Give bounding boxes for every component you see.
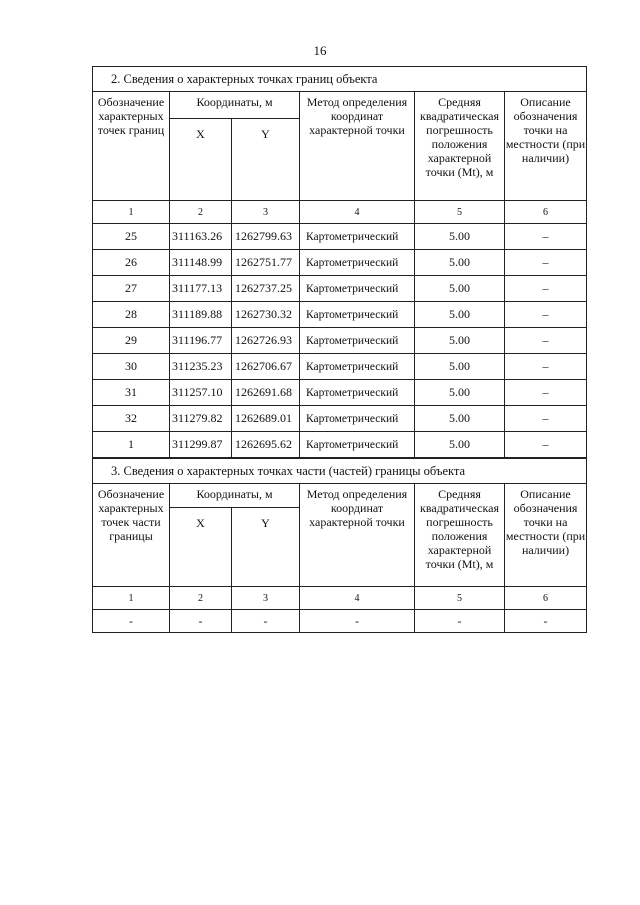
header-x: X (170, 508, 232, 587)
column-number: 2 (170, 201, 232, 224)
y-cell: 1262751.77 (232, 250, 300, 276)
method-cell: Картометрический (300, 276, 415, 302)
method-cell: Картометрический (300, 224, 415, 250)
x-cell: 311235.23 (170, 354, 232, 380)
column-number: 6 (505, 587, 587, 610)
description-cell: – (505, 432, 587, 458)
header-point: Обозначение характерных точек части границы (93, 484, 170, 587)
point-cell: - (93, 610, 170, 633)
description-cell: – (505, 328, 587, 354)
header-x: X (170, 118, 232, 200)
description-cell: – (505, 250, 587, 276)
method-cell: Картометрический (300, 354, 415, 380)
error-cell: 5.00 (415, 406, 505, 432)
x-cell: 311196.77 (170, 328, 232, 354)
header-y: Y (232, 118, 300, 200)
point-cell: 32 (93, 406, 170, 432)
method-cell: Картометрический (300, 302, 415, 328)
x-cell: - (170, 610, 232, 633)
x-cell: 311177.13 (170, 276, 232, 302)
table-row (93, 380, 587, 406)
column-number: 5 (415, 587, 505, 610)
y-cell: 1262689.01 (232, 406, 300, 432)
header-point: Обозначение характерных точек границ (93, 92, 170, 201)
method-cell: Картометрический (300, 432, 415, 458)
point-cell: 28 (93, 302, 170, 328)
y-cell: 1262695.62 (232, 432, 300, 458)
x-cell: 311299.87 (170, 432, 232, 458)
method-cell: Картометрический (300, 406, 415, 432)
column-number: 5 (415, 201, 505, 224)
column-number: 6 (505, 201, 587, 224)
column-number: 2 (170, 587, 232, 610)
error-cell: 5.00 (415, 224, 505, 250)
y-cell: 1262799.63 (232, 224, 300, 250)
table-row (93, 224, 587, 250)
header-error: Средняя квадратическая погрешность положения характерной точки (Mt), м (415, 92, 505, 201)
description-cell: – (505, 276, 587, 302)
column-number: 1 (93, 201, 170, 224)
x-cell: 311279.82 (170, 406, 232, 432)
method-cell: Картометрический (300, 380, 415, 406)
x-cell: 311148.99 (170, 250, 232, 276)
column-number: 3 (232, 587, 300, 610)
header-description: Описание обозначения точки на местности (при наличии) (505, 484, 587, 587)
x-cell: 311257.10 (170, 380, 232, 406)
table-row (93, 432, 587, 458)
page-number: 16 (313, 43, 327, 58)
method-cell: Картометрический (300, 250, 415, 276)
header-coords: Координаты, м (170, 92, 300, 119)
error-cell: 5.00 (415, 302, 505, 328)
header-method: Метод определения координат характерной точки (300, 92, 415, 201)
table-row (93, 302, 587, 328)
y-cell: - (232, 610, 300, 633)
point-cell: 25 (93, 224, 170, 250)
column-numbers-row (93, 201, 587, 224)
column-numbers-row (93, 587, 587, 610)
point-cell: 27 (93, 276, 170, 302)
description-cell: – (505, 380, 587, 406)
section3-title: 3. Сведения о характерных точках части (частей) границы объекта (93, 459, 587, 484)
y-cell: 1262691.68 (232, 380, 300, 406)
section3-table (92, 458, 587, 633)
point-cell: 26 (93, 250, 170, 276)
error-cell: 5.00 (415, 250, 505, 276)
description-cell: - (505, 610, 587, 633)
header-method: Метод определения координат характерной точки (300, 484, 415, 587)
description-cell: – (505, 406, 587, 432)
description-cell: – (505, 354, 587, 380)
section2-table (92, 66, 587, 458)
error-cell: - (415, 610, 505, 633)
error-cell: 5.00 (415, 354, 505, 380)
error-cell: 5.00 (415, 276, 505, 302)
header-error: Средняя квадратическая погрешность положения характерной точки (Mt), м (415, 484, 505, 587)
header-y: Y (232, 508, 300, 587)
column-number: 4 (300, 587, 415, 610)
header-description: Описание обозначения точки на местности (при наличии) (505, 92, 587, 201)
table-row (93, 276, 587, 302)
point-cell: 31 (93, 380, 170, 406)
error-cell: 5.00 (415, 328, 505, 354)
table-row (93, 250, 587, 276)
y-cell: 1262726.93 (232, 328, 300, 354)
section2-title: 2. Сведения о характерных точках границ объекта (93, 67, 587, 92)
method-cell: Картометрический (300, 328, 415, 354)
error-cell: 5.00 (415, 432, 505, 458)
table-row (93, 354, 587, 380)
table-row (93, 328, 587, 354)
y-cell: 1262737.25 (232, 276, 300, 302)
description-cell: – (505, 224, 587, 250)
point-cell: 29 (93, 328, 170, 354)
x-cell: 311189.88 (170, 302, 232, 328)
column-number: 3 (232, 201, 300, 224)
y-cell: 1262730.32 (232, 302, 300, 328)
column-number: 4 (300, 201, 415, 224)
column-number: 1 (93, 587, 170, 610)
error-cell: 5.00 (415, 380, 505, 406)
x-cell: 311163.26 (170, 224, 232, 250)
table-row (93, 610, 587, 633)
point-cell: 1 (93, 432, 170, 458)
y-cell: 1262706.67 (232, 354, 300, 380)
header-coords: Координаты, м (170, 484, 300, 508)
description-cell: – (505, 302, 587, 328)
method-cell: - (300, 610, 415, 633)
table-row (93, 406, 587, 432)
point-cell: 30 (93, 354, 170, 380)
